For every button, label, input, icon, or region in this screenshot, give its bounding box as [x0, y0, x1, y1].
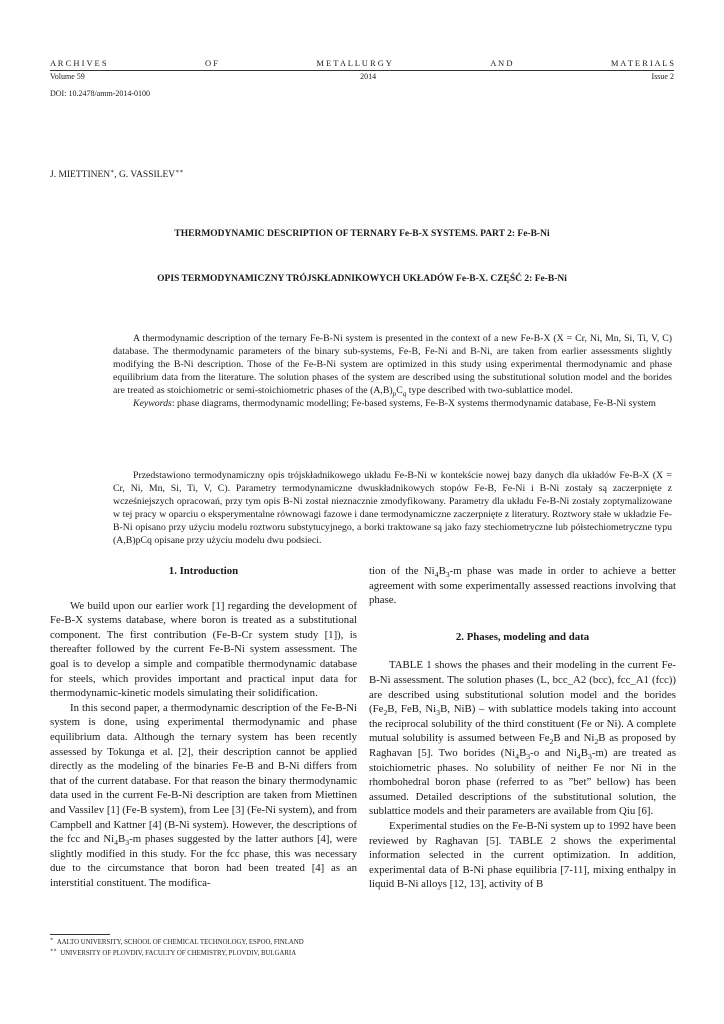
paragraph: TABLE 1 shows the phases and their modeling in the current Fe-B-Ni assessment. The solution phases (L, bcc_A2 (bcc), fcc_A1 (fcc)) are described using substitutional solution model and the borides ($Fe_2B$, FeB, $Ni_3B$, NiB) – with sublattice models taking into account the reciprocal solubility of the third constituent (Fe or Ni). A complete mutual solubility is assumed between $Fe_2B$ and $Ni_2B$ as proposed by Raghavan [5]. Two borides ($Ni_4B_3-o$ and $Ni_4B_3-m$) are treated as stoichiometric phases. No solubility of neither Fe nor Ni in the rhombohedral boron phase (referred to as ”bet” bellow) has been assumed. Detailed descriptions of the substitutional solution, the sublattice models and their parameters are available from Qiu [6].	[369, 659, 677, 818]
title-polish: OPIS TERMODYNAMICZNY TRÓJSKŁADNIKOWYCH UKŁADÓW Fe-B-X. CZĘŚĆ 2: Fe-B-Ni	[157, 274, 567, 284]
author-separator: ,	[114, 170, 119, 180]
footnote: ∗ AALTO UNIVERSITY, SCHOOL OF CHEMICAL TECHNOLOGY, ESPOO, FINLAND	[50, 937, 304, 946]
column-left	[50, 564, 357, 890]
paragraph: In this second paper, a thermodynamic description of the Fe-B-Ni system is done, using experimental thermodynamic and phase equilibrium data. Although the ternary system has been recently assessed by Tokunga et al. [2], their description cannot be applied directly as the modeling of the binaries Fe-B and B-Ni differs from that of the current database. For that reason the binary thermodynamic data used in the current Fe-B-Ni description are taken from Miettinen and Vassilev [1] (Fe-B system), from Lee [3] (Fe-Ni system), and from Campbell and Kattner [4] (B-Ni system). However, the descriptions of the fcc and $Ni_4B_3-m$ phases suggested by the latter authors [4], were slightly modified in this study. For the fcc phase, this was necessary due to the circumstance that boron had been treated [4] as an interstitial constituent. The modifica-	[50, 701, 357, 889]
author-line	[50, 170, 183, 180]
author-2: G. VASSILEV	[118, 170, 176, 180]
paragraph: We build upon our earlier work [1] regarding the development of Fe-B-X systems database, where boron is treated as a substitutional component. The first contribution (Fe-B-Cr system study [1]), is thereafter followed by the current Fe-B-Ni system assessment. The goal is to develop a simple and compatible thermodynamic database for steels, which provides important and practical input data for thermodynamic-kinetic models simulating their solidification.	[50, 599, 357, 700]
journal-word: A N D	[490, 58, 513, 68]
footnote-rule	[50, 934, 110, 935]
issue-info	[50, 72, 674, 81]
doi: DOI: 10.2478/amm-2014-0100	[50, 89, 150, 98]
section-heading: 1. Introduction	[168, 565, 239, 577]
keywords: Keywords: phase diagrams, thermodynamic modelling; Fe-based systems, Fe-B-X systems thermodynamic database, Fe-B-Ni system	[133, 398, 656, 410]
volume: Volume 59	[50, 72, 85, 81]
journal-word: M E T A L L U R G Y	[316, 58, 392, 68]
header-rule	[50, 70, 674, 71]
keywords-label: Keywords	[133, 398, 172, 410]
affiliation-mark: ∗	[110, 168, 115, 175]
abstract-english	[113, 332, 672, 411]
abstract-polish	[113, 469, 672, 548]
footnote: ∗∗ UNIVERSITY OF PLOVDIV, FACULTY OF CHEMISTRY, PLOVDIV, BULGARIA	[50, 948, 297, 957]
section-heading: 2. Phases, modeling and data	[455, 630, 590, 643]
paragraph: tion of the $Ni_4B_3-m$ phase was made in order to achieve a better agreement with some experimentally assessed reactions involving that phase.	[369, 565, 676, 607]
year: 2014	[360, 72, 377, 81]
issue: Issue 2	[651, 72, 674, 81]
journal-word: M A T E R I A L S	[610, 58, 674, 68]
paragraph: Experimental studies on the Fe-B-Ni system up to 1992 have been reviewed by Raghavan [5]. TABLE 2 shows the experimental information selected in the current optimization. In addition, experimental data of B-Ni phase equilibria [7-11], mixing enthalpy in liquid B-Ni alloys [12, 13], activity of B	[369, 819, 676, 891]
abstract-text: A thermodynamic description of the ternary Fe-B-Ni system is presented in the context of a new Fe-B-X (X = Cr, Ni, Mn, Si, Ti, V, C) database. The thermodynamic parameters of the binary sub-systems, Fe-B, Fe-Ni and B-Ni, are taken from earlier assessments slightly modifying the B-Ni description. Those of the Fe-B-Ni system are optimized in this study using experimental thermodynamic and phase equilibrium data from the literature. The solution phases of the system are described using the substitutional solution model and the borides are treated as stoichiometric or semi-stoichiometric phases of the $(A,B)_pC_q$ type described with two-sublattice model.	[113, 333, 672, 399]
journal-title	[50, 58, 674, 68]
author-1: J. MIETTINEN	[50, 170, 111, 180]
footnotes	[50, 937, 304, 959]
journal-word: O F	[205, 58, 218, 68]
title-english: THERMODYNAMIC DESCRIPTION OF TERNARY Fe-B-X SYSTEMS. PART 2: Fe-B-Ni	[174, 229, 550, 239]
column-right	[369, 564, 676, 892]
abstract-text: Przedstawiono termodynamiczny opis trójskładnikowego układu Fe-B-Ni w kontekście nowej bazy danych dla układów Fe-B-X (X = Cr, Ni, Mn, Si, Ti, V, C). Parametry termodynamiczne dwuskładnikowych stopów Fe-B, Fe-Ni i B-Ni zostały są zaczerpnięte z wcześniejszych opracowań, przy tym opis B-Ni został nieznacznie zmodyfikowany. Parametry dla układu Fe-B-Ni zostały zoptymalizowane w tej pracy w oparciu o eksperymentalne równowagi fazowe i dane termodynamiczne zaczerpnięte z literatury. Roztwory stałe w układzie Fe-B-Ni opisano przy użyciu modelu roztworu substytucyjnego, a borki traktowane są jako fazy stechiometryczne lub półstechiometryczne typu (A,B)pCq opisane przy użyciu modelu dwu podsieci.	[113, 470, 672, 547]
journal-word: A R C H I V E S	[50, 58, 107, 68]
affiliation-mark: ∗∗	[175, 168, 184, 175]
